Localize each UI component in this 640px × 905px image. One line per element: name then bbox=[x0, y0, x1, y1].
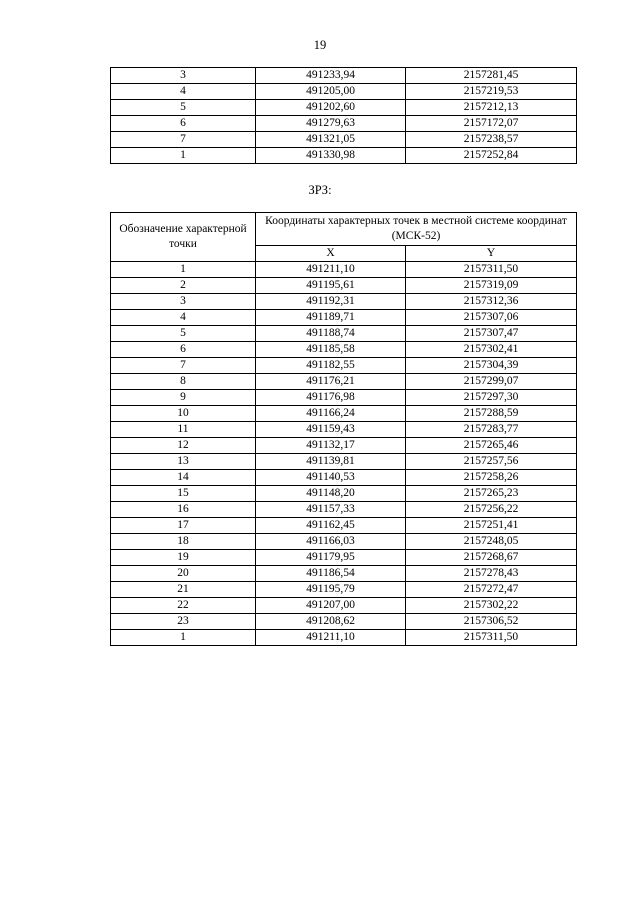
point-number-cell: 17 bbox=[111, 518, 256, 534]
table-row bbox=[111, 68, 577, 84]
x-coordinate-cell: 491157,33 bbox=[256, 502, 406, 518]
table-row bbox=[111, 278, 577, 294]
point-number-cell: 16 bbox=[111, 502, 256, 518]
y-coordinate-cell: 2157281,45 bbox=[406, 68, 577, 84]
x-coordinate-cell: 491208,62 bbox=[256, 614, 406, 630]
table-row bbox=[111, 310, 577, 326]
point-number-cell: 6 bbox=[111, 342, 256, 358]
point-number-cell: 11 bbox=[111, 422, 256, 438]
y-coordinate-cell: 2157238,57 bbox=[406, 132, 577, 148]
y-coordinate-cell: 2157307,06 bbox=[406, 310, 577, 326]
x-coordinate-cell: 491148,20 bbox=[256, 486, 406, 502]
x-coordinate-cell: 491202,60 bbox=[256, 100, 406, 116]
y-coordinate-cell: 2157302,22 bbox=[406, 598, 577, 614]
point-number-cell: 1 bbox=[111, 630, 256, 646]
table-row bbox=[111, 262, 577, 278]
point-number-cell: 4 bbox=[111, 310, 256, 326]
x-coordinate-cell: 491192,31 bbox=[256, 294, 406, 310]
y-coordinate-cell: 2157252,84 bbox=[406, 148, 577, 164]
point-number-cell: 4 bbox=[111, 84, 256, 100]
x-coordinate-cell: 491330,98 bbox=[256, 148, 406, 164]
table-row bbox=[111, 342, 577, 358]
point-number-cell: 1 bbox=[111, 262, 256, 278]
table-body bbox=[111, 68, 577, 164]
table-row bbox=[111, 630, 577, 646]
y-coordinate-cell: 2157272,47 bbox=[406, 582, 577, 598]
coordinates-table-zrz bbox=[110, 212, 577, 646]
y-coordinate-cell: 2157258,26 bbox=[406, 470, 577, 486]
y-coordinate-cell: 2157278,43 bbox=[406, 566, 577, 582]
point-number-cell: 21 bbox=[111, 582, 256, 598]
x-coordinate-cell: 491162,45 bbox=[256, 518, 406, 534]
table-row bbox=[111, 326, 577, 342]
point-number-cell: 1 bbox=[111, 148, 256, 164]
table-row bbox=[111, 582, 577, 598]
y-coordinate-cell: 2157219,53 bbox=[406, 84, 577, 100]
table-row bbox=[111, 502, 577, 518]
y-coordinate-cell: 2157257,56 bbox=[406, 454, 577, 470]
x-coordinate-cell: 491139,81 bbox=[256, 454, 406, 470]
point-number-cell: 19 bbox=[111, 550, 256, 566]
y-coordinate-cell: 2157256,22 bbox=[406, 502, 577, 518]
point-number-cell: 5 bbox=[111, 326, 256, 342]
table-row bbox=[111, 116, 577, 132]
point-number-cell: 20 bbox=[111, 566, 256, 582]
x-coordinate-cell: 491211,10 bbox=[256, 630, 406, 646]
x-coordinate-cell: 491189,71 bbox=[256, 310, 406, 326]
table-row bbox=[111, 518, 577, 534]
point-number-cell: 12 bbox=[111, 438, 256, 454]
x-coordinate-cell: 491176,21 bbox=[256, 374, 406, 390]
x-coordinate-cell: 491159,43 bbox=[256, 422, 406, 438]
x-coordinate-cell: 491188,74 bbox=[256, 326, 406, 342]
x-coordinate-cell: 491185,58 bbox=[256, 342, 406, 358]
point-number-cell: 8 bbox=[111, 374, 256, 390]
y-coordinate-cell: 2157288,59 bbox=[406, 406, 577, 422]
point-number-cell: 10 bbox=[111, 406, 256, 422]
point-number-cell: 3 bbox=[111, 294, 256, 310]
point-number-cell: 23 bbox=[111, 614, 256, 630]
x-coordinate-cell: 491195,61 bbox=[256, 278, 406, 294]
point-number-cell: 6 bbox=[111, 116, 256, 132]
table-row bbox=[111, 132, 577, 148]
table-row bbox=[111, 486, 577, 502]
x-coordinate-cell: 491140,53 bbox=[256, 470, 406, 486]
header-x: X bbox=[256, 246, 406, 262]
x-coordinate-cell: 491211,10 bbox=[256, 262, 406, 278]
x-coordinate-cell: 491179,95 bbox=[256, 550, 406, 566]
point-number-cell: 7 bbox=[111, 358, 256, 374]
table-row bbox=[111, 534, 577, 550]
table-row bbox=[111, 148, 577, 164]
y-coordinate-cell: 2157268,67 bbox=[406, 550, 577, 566]
x-coordinate-cell: 491233,94 bbox=[256, 68, 406, 84]
point-number-cell: 15 bbox=[111, 486, 256, 502]
y-coordinate-cell: 2157299,07 bbox=[406, 374, 577, 390]
y-coordinate-cell: 2157319,09 bbox=[406, 278, 577, 294]
point-number-cell: 22 bbox=[111, 598, 256, 614]
y-coordinate-cell: 2157312,36 bbox=[406, 294, 577, 310]
y-coordinate-cell: 2157304,39 bbox=[406, 358, 577, 374]
table-row bbox=[111, 390, 577, 406]
y-coordinate-cell: 2157251,41 bbox=[406, 518, 577, 534]
page-number: 19 bbox=[313, 38, 327, 52]
x-coordinate-cell: 491182,55 bbox=[256, 358, 406, 374]
y-coordinate-cell: 2157265,23 bbox=[406, 486, 577, 502]
section-title: ЗРЗ: bbox=[308, 183, 332, 197]
point-number-cell: 9 bbox=[111, 390, 256, 406]
x-coordinate-cell: 491195,79 bbox=[256, 582, 406, 598]
y-coordinate-cell: 2157248,05 bbox=[406, 534, 577, 550]
table-row bbox=[111, 100, 577, 116]
x-coordinate-cell: 491205,00 bbox=[256, 84, 406, 100]
point-number-cell: 5 bbox=[111, 100, 256, 116]
x-coordinate-cell: 491166,03 bbox=[256, 534, 406, 550]
point-number-cell: 14 bbox=[111, 470, 256, 486]
y-coordinate-cell: 2157302,41 bbox=[406, 342, 577, 358]
y-coordinate-cell: 2157297,30 bbox=[406, 390, 577, 406]
table-row bbox=[111, 566, 577, 582]
x-coordinate-cell: 491279,63 bbox=[256, 116, 406, 132]
point-number-cell: 7 bbox=[111, 132, 256, 148]
x-coordinate-cell: 491207,00 bbox=[256, 598, 406, 614]
table-row bbox=[111, 454, 577, 470]
table-row bbox=[111, 406, 577, 422]
table-row bbox=[111, 422, 577, 438]
point-number-cell: 3 bbox=[111, 68, 256, 84]
table-row bbox=[111, 550, 577, 566]
header-point-designation: Обозначение характерной точки bbox=[111, 213, 256, 262]
table-row bbox=[111, 438, 577, 454]
x-coordinate-cell: 491186,54 bbox=[256, 566, 406, 582]
header-coordinates: Координаты характерных точек в местной системе координат (МСК-52) bbox=[256, 213, 577, 246]
point-number-cell: 13 bbox=[111, 454, 256, 470]
x-coordinate-cell: 491321,05 bbox=[256, 132, 406, 148]
table-row bbox=[111, 84, 577, 100]
point-number-cell: 18 bbox=[111, 534, 256, 550]
x-coordinate-cell: 491132,17 bbox=[256, 438, 406, 454]
y-coordinate-cell: 2157311,50 bbox=[406, 262, 577, 278]
table-row bbox=[111, 294, 577, 310]
y-coordinate-cell: 2157307,47 bbox=[406, 326, 577, 342]
x-coordinate-cell: 491176,98 bbox=[256, 390, 406, 406]
table-row bbox=[111, 470, 577, 486]
y-coordinate-cell: 2157265,46 bbox=[406, 438, 577, 454]
coordinates-table-continued bbox=[110, 67, 577, 164]
point-number-cell: 2 bbox=[111, 278, 256, 294]
table-row bbox=[111, 614, 577, 630]
x-coordinate-cell: 491166,24 bbox=[256, 406, 406, 422]
y-coordinate-cell: 2157311,50 bbox=[406, 630, 577, 646]
table-row bbox=[111, 598, 577, 614]
table-row bbox=[111, 358, 577, 374]
y-coordinate-cell: 2157306,52 bbox=[406, 614, 577, 630]
table-row bbox=[111, 374, 577, 390]
header-y: Y bbox=[406, 246, 577, 262]
y-coordinate-cell: 2157283,77 bbox=[406, 422, 577, 438]
y-coordinate-cell: 2157212,13 bbox=[406, 100, 577, 116]
table-body bbox=[111, 262, 577, 646]
table-header bbox=[111, 213, 577, 262]
y-coordinate-cell: 2157172,07 bbox=[406, 116, 577, 132]
